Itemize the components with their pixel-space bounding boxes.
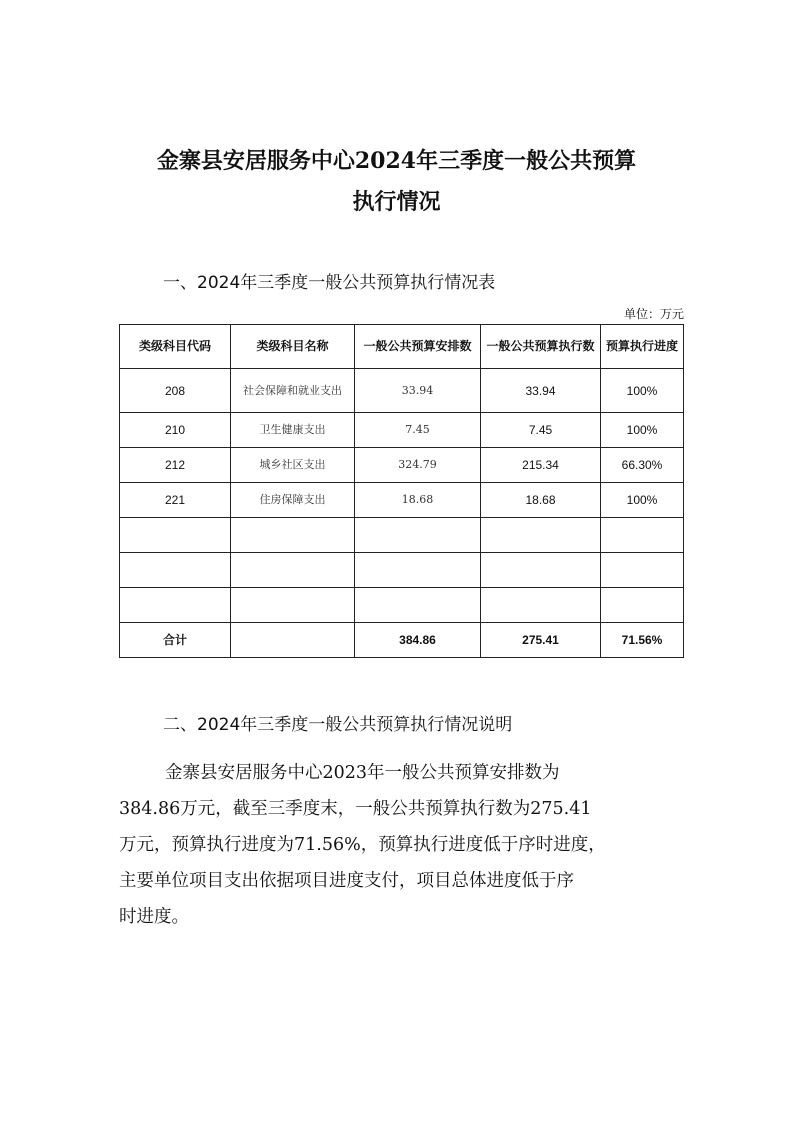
header-executed: 一般公共预算执行数 — [481, 325, 601, 369]
cell-name: 卫生健康支出 — [231, 413, 355, 448]
empty-cell — [231, 518, 355, 553]
cell-name: 社会保障和就业支出 — [231, 369, 355, 413]
cell-progress: 100% — [601, 369, 684, 413]
cell-code: 221 — [120, 483, 231, 518]
header-progress: 预算执行进度 — [601, 325, 684, 369]
empty-cell — [481, 553, 601, 588]
unit-label: 单位：万元 — [623, 307, 684, 321]
cell-planned: 7.45 — [355, 413, 481, 448]
total-progress: 71.56% — [601, 623, 684, 658]
empty-cell — [601, 518, 684, 553]
cell-progress: 66.30% — [601, 448, 684, 483]
cell-planned: 18.68 — [355, 483, 481, 518]
explanation-paragraph — [119, 755, 685, 935]
cell-executed: 33.94 — [481, 369, 601, 413]
table-row — [120, 448, 684, 483]
empty-cell — [481, 588, 601, 623]
total-executed: 275.41 — [481, 623, 601, 658]
table-row — [120, 413, 684, 448]
empty-cell — [355, 553, 481, 588]
paragraph-line: 金寨县安居服务中心2023年一般公共预算安排数为 — [165, 763, 560, 783]
cell-executed: 18.68 — [481, 483, 601, 518]
section-2-heading: 二、2024年三季度一般公共预算执行情况说明 — [163, 715, 513, 735]
cell-code: 210 — [120, 413, 231, 448]
table-total-row — [120, 623, 684, 658]
cell-planned: 33.94 — [355, 369, 481, 413]
cell-planned: 324.79 — [355, 448, 481, 483]
cell-name: 住房保障支出 — [231, 483, 355, 518]
cell-executed: 7.45 — [481, 413, 601, 448]
empty-cell — [601, 588, 684, 623]
total-name — [231, 623, 355, 658]
table-header-row — [120, 325, 684, 369]
empty-table-row — [120, 553, 684, 588]
cell-executed: 215.34 — [481, 448, 601, 483]
budget-execution-table — [119, 324, 684, 658]
table-row — [120, 369, 684, 413]
empty-table-row — [120, 518, 684, 553]
empty-cell — [481, 518, 601, 553]
header-planned: 一般公共预算安排数 — [355, 325, 481, 369]
empty-cell — [120, 518, 231, 553]
document-title-line-2: 执行情况 — [352, 189, 441, 215]
paragraph-line: 时进度。 — [119, 907, 189, 927]
paragraph-line: 主要单位项目支出依据项目进度支付，项目总体进度低于序 — [119, 871, 574, 891]
table-row — [120, 483, 684, 518]
empty-cell — [355, 518, 481, 553]
empty-cell — [231, 553, 355, 588]
document-title-line-1: 金寨县安居服务中心2024年三季度一般公共预算 — [156, 148, 637, 174]
paragraph-line: 万元，预算执行进度为71.56%，预算执行进度低于序时进度， — [119, 835, 606, 855]
cell-name: 城乡社区支出 — [231, 448, 355, 483]
empty-cell — [355, 588, 481, 623]
section-1-heading: 一、2024年三季度一般公共预算执行情况表 — [163, 273, 496, 293]
header-name: 类级科目名称 — [231, 325, 355, 369]
empty-table-row — [120, 588, 684, 623]
cell-code: 208 — [120, 369, 231, 413]
total-planned: 384.86 — [355, 623, 481, 658]
empty-cell — [601, 553, 684, 588]
cell-progress: 100% — [601, 483, 684, 518]
paragraph-line: 384.86万元，截至三季度末，一般公共预算执行数为275.41 — [119, 799, 592, 819]
cell-code: 212 — [120, 448, 231, 483]
cell-progress: 100% — [601, 413, 684, 448]
header-code: 类级科目代码 — [120, 325, 231, 369]
empty-cell — [120, 553, 231, 588]
total-label: 合计 — [120, 623, 231, 658]
empty-cell — [231, 588, 355, 623]
empty-cell — [120, 588, 231, 623]
